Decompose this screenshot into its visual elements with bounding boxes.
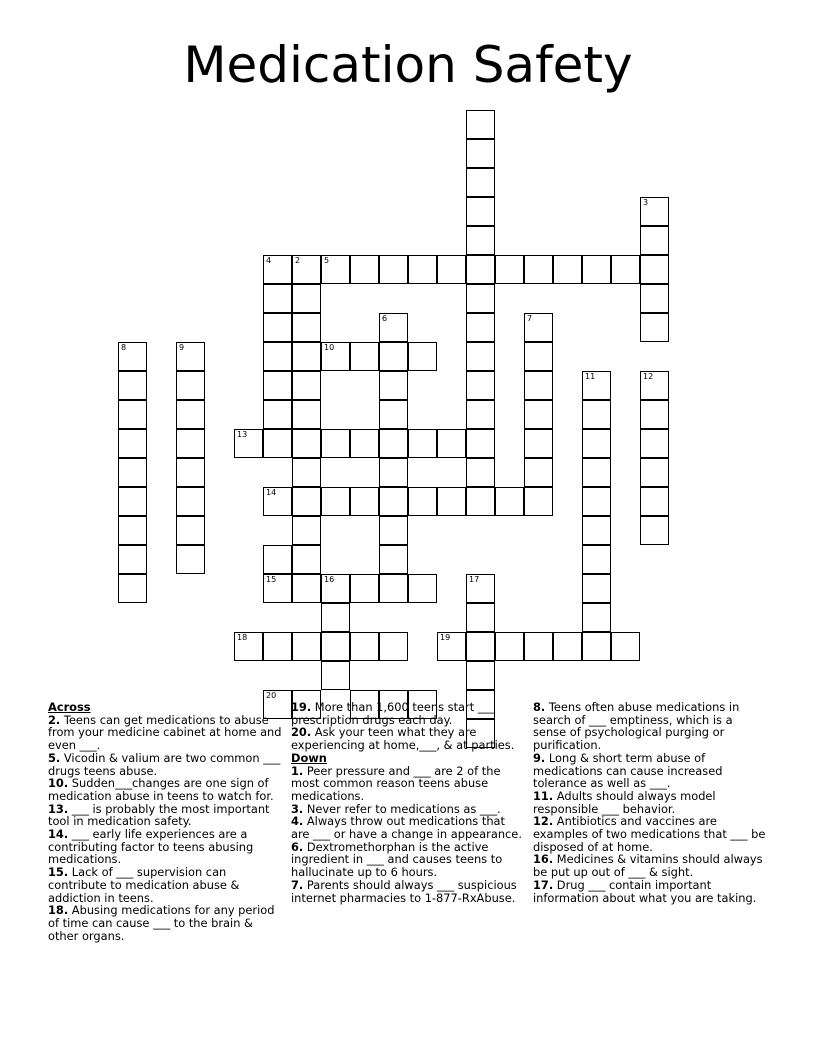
crossword-cell[interactable] <box>263 574 292 603</box>
clue-number: 19 <box>440 633 451 642</box>
clue-number: 3 <box>643 198 649 207</box>
clues-column-3 <box>533 701 769 904</box>
clue-number: 18. <box>48 903 69 918</box>
crossword-cell[interactable] <box>321 574 350 603</box>
crossword-cell[interactable] <box>321 661 350 690</box>
crossword-cell[interactable] <box>263 429 292 458</box>
clue <box>48 777 284 802</box>
clue-number: 16 <box>324 575 335 584</box>
crossword-cell[interactable] <box>408 255 437 284</box>
crossword-cell[interactable] <box>350 574 379 603</box>
clues-column-1 <box>48 701 284 942</box>
crossword-cell[interactable] <box>640 226 669 255</box>
clue-number: 13 <box>237 430 248 439</box>
crossword-cell[interactable] <box>234 632 263 661</box>
crossword-cell[interactable] <box>466 458 495 487</box>
clue-number: 4. <box>291 814 304 829</box>
crossword-cell[interactable] <box>466 284 495 313</box>
crossword-cell[interactable] <box>118 371 147 400</box>
clue-number: 11 <box>585 372 596 381</box>
clue-number: 15 <box>266 575 277 584</box>
crossword-cell[interactable] <box>466 487 495 516</box>
clue-text: Dextromethorphan is the active ingredient in ___ and causes teens to hallucinate up to 6 hours. <box>291 839 503 880</box>
crossword-cell[interactable] <box>118 574 147 603</box>
crossword-cell[interactable] <box>466 574 495 603</box>
clue <box>533 853 769 878</box>
crossword-cell[interactable] <box>466 168 495 197</box>
crossword-cell[interactable] <box>292 371 321 400</box>
clue-number: 4 <box>266 256 272 265</box>
crossword-cell[interactable] <box>466 429 495 458</box>
crossword-cell[interactable] <box>176 429 205 458</box>
clue-text: Abusing medications for any period of time can cause ___ to the brain & other organs. <box>48 903 275 943</box>
clue-number: 13. <box>48 801 69 816</box>
crossword-cell[interactable] <box>234 429 263 458</box>
clue-text: Never refer to medications as ___. <box>303 801 501 816</box>
clue-number: 20 <box>266 691 277 700</box>
crossword-cell[interactable] <box>495 255 524 284</box>
clue-text: Medicines & vitamins should always be put up out of ___ & sight. <box>533 852 763 880</box>
crossword-cell[interactable] <box>524 313 553 342</box>
crossword-cell[interactable] <box>408 342 437 371</box>
crossword-cell[interactable] <box>466 371 495 400</box>
clue-number: 9. <box>533 750 546 765</box>
crossword-cell[interactable] <box>176 545 205 574</box>
crossword-cell[interactable] <box>379 371 408 400</box>
crossword-cell[interactable] <box>118 429 147 458</box>
crossword-cell[interactable] <box>379 487 408 516</box>
clue <box>48 752 284 777</box>
clue-number: 1. <box>291 763 304 778</box>
clue-number: 16. <box>533 852 554 867</box>
crossword-cell[interactable] <box>553 632 582 661</box>
crossword-cell[interactable] <box>466 197 495 226</box>
crossword-cell[interactable] <box>640 487 669 516</box>
crossword-cell[interactable] <box>582 429 611 458</box>
crossword-cell[interactable] <box>466 226 495 255</box>
clue-text: Peer pressure and ___ are 2 of the most common reason teens abuse medications. <box>291 763 501 803</box>
crossword-cell[interactable] <box>321 429 350 458</box>
crossword-cell[interactable] <box>582 458 611 487</box>
crossword-cell[interactable] <box>466 139 495 168</box>
crossword-cell[interactable] <box>263 284 292 313</box>
crossword-cell[interactable] <box>176 342 205 371</box>
page-title: Medication Safety <box>183 36 633 94</box>
crossword-cell[interactable] <box>437 487 466 516</box>
crossword-cell[interactable] <box>292 574 321 603</box>
crossword-cell[interactable] <box>292 545 321 574</box>
clue-number: 3. <box>291 801 304 816</box>
crossword-cell[interactable] <box>379 429 408 458</box>
crossword-cell[interactable] <box>350 255 379 284</box>
crossword-cell[interactable] <box>466 400 495 429</box>
clue-number: 7. <box>291 877 304 892</box>
crossword-cell[interactable] <box>118 400 147 429</box>
crossword-cell[interactable] <box>321 255 350 284</box>
crossword-cell[interactable] <box>292 458 321 487</box>
clue <box>48 904 284 942</box>
crossword-cell[interactable] <box>408 487 437 516</box>
crossword-cell[interactable] <box>408 574 437 603</box>
crossword-cell[interactable] <box>640 516 669 545</box>
clue-number: 2 <box>295 256 301 265</box>
crossword-cell[interactable] <box>582 574 611 603</box>
crossword-cell[interactable] <box>292 255 321 284</box>
clue-number: 17. <box>533 877 554 892</box>
clue-text: Adults should always model responsible ___ behavior. <box>533 788 716 816</box>
crossword-cell[interactable] <box>379 516 408 545</box>
clue-text: Sudden___changes are one sign of medication abuse in teens to watch for. <box>48 776 274 803</box>
crossword-cell[interactable] <box>582 255 611 284</box>
crossword-cell[interactable] <box>582 632 611 661</box>
crossword-cell[interactable] <box>524 400 553 429</box>
crossword-cell[interactable] <box>263 371 292 400</box>
clue-text: Lack of ___ supervision can contribute to medication abuse & addiction in teens. <box>48 865 240 905</box>
clue <box>291 879 527 904</box>
crossword-cell[interactable] <box>640 313 669 342</box>
clue <box>291 701 527 726</box>
clue-text: Teens often abuse medications in search of ___ emptiness, which is a sense of psychological purging or purification. <box>533 700 740 753</box>
crossword-cell[interactable] <box>321 487 350 516</box>
clue <box>48 714 284 752</box>
across-heading: Across <box>48 700 91 714</box>
clue-number: 8. <box>533 700 546 714</box>
crossword-cell[interactable] <box>292 284 321 313</box>
crossword-cell[interactable] <box>118 487 147 516</box>
crossword-cell[interactable] <box>263 342 292 371</box>
crossword-cell[interactable] <box>437 632 466 661</box>
crossword-cell[interactable] <box>524 371 553 400</box>
clue-number: 6. <box>291 839 304 854</box>
clue-number: 5. <box>48 750 61 765</box>
crossword-cell[interactable] <box>379 632 408 661</box>
crossword-cell[interactable] <box>582 545 611 574</box>
crossword-cell[interactable] <box>263 313 292 342</box>
crossword-cell[interactable] <box>524 487 553 516</box>
crossword-cell[interactable] <box>408 429 437 458</box>
crossword-cell[interactable] <box>321 342 350 371</box>
crossword-cell[interactable] <box>118 342 147 371</box>
crossword-cell[interactable] <box>292 342 321 371</box>
clue <box>533 752 769 790</box>
clue-text: Vicodin & valium are two common ___ drugs teens abuse. <box>48 750 281 778</box>
crossword-cell[interactable] <box>466 342 495 371</box>
clue-number: 12. <box>533 814 554 829</box>
crossword-cell[interactable] <box>292 487 321 516</box>
clue-text: ___ is probably the most important tool in medication safety. <box>48 801 270 829</box>
crossword-cell[interactable] <box>263 487 292 516</box>
clue-number: 6 <box>382 314 388 323</box>
crossword-cell[interactable] <box>466 661 495 690</box>
crossword-cell[interactable] <box>379 574 408 603</box>
crossword-cell[interactable] <box>640 371 669 400</box>
crossword-cell[interactable] <box>640 458 669 487</box>
crossword-cell[interactable] <box>466 110 495 139</box>
clue-number: 18 <box>237 633 248 642</box>
crossword-cell[interactable] <box>582 371 611 400</box>
crossword-cell[interactable] <box>611 255 640 284</box>
crossword-cell[interactable] <box>437 255 466 284</box>
clue-number: 15. <box>48 865 69 880</box>
crossword-cell[interactable] <box>292 313 321 342</box>
clue <box>291 815 527 840</box>
crossword-cell[interactable] <box>118 545 147 574</box>
crossword-cell[interactable] <box>176 516 205 545</box>
crossword-cell[interactable] <box>263 545 292 574</box>
crossword-cell[interactable] <box>118 458 147 487</box>
crossword-cell[interactable] <box>640 429 669 458</box>
crossword-cell[interactable] <box>524 632 553 661</box>
crossword-cell[interactable] <box>292 632 321 661</box>
clue-text: Teens can get medications to abuse from your medicine cabinet at home and even ___. <box>48 712 282 753</box>
clue-text: Parents should always ___ suspicious internet pharmacies to 1-877-RxAbuse. <box>291 877 517 905</box>
clue-number: 8 <box>121 343 127 352</box>
crossword-cell[interactable] <box>379 545 408 574</box>
crossword-cell[interactable] <box>379 400 408 429</box>
clue-number: 9 <box>179 343 185 352</box>
crossword-cell[interactable] <box>292 516 321 545</box>
clue-number: 5 <box>324 256 330 265</box>
clue-text: ___ early life experiences are a contributing factor to teens abusing medications. <box>48 827 254 867</box>
clue-text: Always throw out medications that are ___ or have a change in appearance. <box>291 814 522 842</box>
clue-number: 10 <box>324 343 335 352</box>
crossword-cell[interactable] <box>466 313 495 342</box>
crossword-cell[interactable] <box>640 284 669 313</box>
crossword-cell[interactable] <box>524 342 553 371</box>
clue <box>48 803 284 828</box>
crossword-cell[interactable] <box>292 429 321 458</box>
crossword-cell[interactable] <box>292 400 321 429</box>
clue <box>533 879 769 904</box>
clue-text: More than 1,600 teens start ___ prescription drugs each day. <box>291 700 495 727</box>
crossword-cell[interactable] <box>176 487 205 516</box>
clue-number: 20. <box>291 725 312 740</box>
crossword-cell[interactable] <box>640 255 669 284</box>
clue <box>48 828 284 866</box>
crossword-cell[interactable] <box>321 603 350 632</box>
crossword-cell[interactable] <box>176 458 205 487</box>
clue-number: 19. <box>291 700 312 714</box>
down-heading: Down <box>291 750 327 765</box>
clue <box>533 815 769 853</box>
clue <box>291 765 527 803</box>
crossword-cell[interactable] <box>350 342 379 371</box>
clue-text: Long & short term abuse of medications can cause increased tolerance as well as ___. <box>533 750 723 791</box>
clue-number: 2. <box>48 712 61 727</box>
crossword-cell[interactable] <box>466 255 495 284</box>
clue <box>533 701 769 752</box>
crossword-cell[interactable] <box>553 255 582 284</box>
clue <box>291 726 527 751</box>
crossword-cell[interactable] <box>524 255 553 284</box>
crossword-cell[interactable] <box>350 429 379 458</box>
crossword-cell[interactable] <box>582 400 611 429</box>
clue-text: Ask your teen what they are experiencing at home,___, & at parties. <box>291 725 515 753</box>
crossword-cell[interactable] <box>379 255 408 284</box>
crossword-cell[interactable] <box>524 458 553 487</box>
clue-text: Drug ___ contain important information about what you are taking. <box>533 877 757 905</box>
clue <box>48 866 284 904</box>
crossword-cell[interactable] <box>582 487 611 516</box>
crossword-cell[interactable] <box>611 632 640 661</box>
crossword-cell[interactable] <box>176 400 205 429</box>
crossword-cell[interactable] <box>640 197 669 226</box>
clue-number: 17 <box>469 575 480 584</box>
crossword-cell[interactable] <box>350 632 379 661</box>
crossword-cell[interactable] <box>263 400 292 429</box>
crossword-cell[interactable] <box>263 255 292 284</box>
clue-number: 7 <box>527 314 533 323</box>
crossword-cell[interactable] <box>437 429 466 458</box>
crossword-cell[interactable] <box>118 516 147 545</box>
clue-number: 10. <box>48 776 69 791</box>
clue-number: 11. <box>533 788 554 803</box>
crossword-cell[interactable] <box>495 632 524 661</box>
crossword-cell[interactable] <box>263 632 292 661</box>
crossword-cell[interactable] <box>640 400 669 429</box>
crossword-cell[interactable] <box>379 313 408 342</box>
clue <box>291 841 527 879</box>
crossword-cell[interactable] <box>582 516 611 545</box>
clues-column-2 <box>291 701 527 904</box>
crossword-cell[interactable] <box>350 487 379 516</box>
crossword-cell[interactable] <box>379 458 408 487</box>
crossword-cell[interactable] <box>466 603 495 632</box>
clue-text: Antibiotics and vaccines are examples of two medications that ___ be disposed of at home. <box>533 814 766 854</box>
clue-number: 12 <box>643 372 654 381</box>
crossword-cell[interactable] <box>495 487 524 516</box>
crossword-cell[interactable] <box>379 342 408 371</box>
crossword-cell[interactable] <box>466 632 495 661</box>
clue-number: 14 <box>266 488 277 497</box>
clue <box>533 790 769 815</box>
crossword-cell[interactable] <box>524 429 553 458</box>
crossword-cell[interactable] <box>582 603 611 632</box>
crossword-cell[interactable] <box>176 371 205 400</box>
crossword-cell[interactable] <box>321 632 350 661</box>
clue-number: 14. <box>48 827 69 842</box>
